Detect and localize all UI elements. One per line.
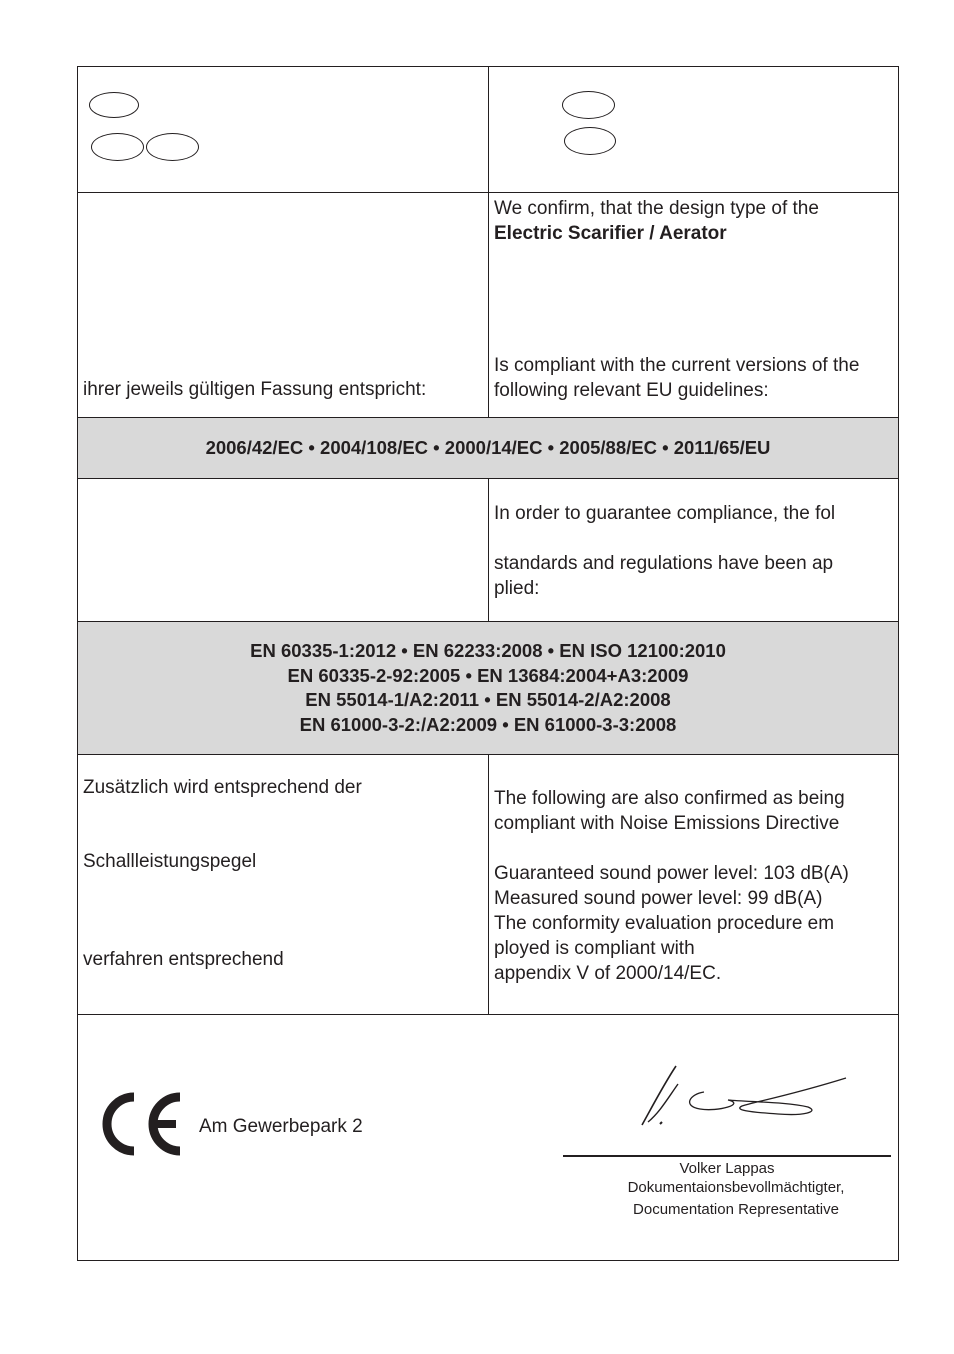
noise-left-line1: Zusätzlich wird entsprechend der	[83, 777, 362, 798]
signer-title-de: Dokumentaionsbevollmächtigter,	[627, 1179, 845, 1196]
company-address: Am Gewerbepark 2	[199, 1116, 363, 1137]
standards-intro-line3: plied:	[494, 578, 540, 599]
noise-right-line2: compliant with Noise Emissions Directive	[494, 813, 840, 834]
signer-name: Volker Lappas	[679, 1160, 775, 1177]
measured-sound-level: Measured sound power level: 99 dB(A)	[494, 888, 823, 909]
column-divider	[488, 754, 489, 1014]
language-oval-left-2	[91, 133, 144, 161]
column-divider	[488, 478, 489, 621]
noise-right-line5: The conformity evaluation procedure em	[494, 913, 835, 934]
directives-list: 2006/42/EC • 2004/108/EC • 2000/14/EC • 2005/88/EC • 2011/65/EU	[205, 437, 771, 458]
product-name: Electric Scarifier / Aerator	[494, 223, 727, 244]
standard-line-2: EN 60335-2-92:2005 • EN 13684:2004+A3:2009	[287, 664, 689, 686]
language-oval-left-1	[89, 92, 139, 118]
confirm-right-line3: Is compliant with the current versions of the	[494, 355, 860, 376]
guaranteed-sound-level: Guaranteed sound power level: 103 dB(A)	[494, 863, 849, 884]
noise-right-line1: The following are also confirmed as being	[494, 788, 845, 809]
standard-line-3: EN 55014-1/A2:2011 • EN 55014-2/A2:2008	[305, 689, 671, 710]
standards-intro-line2: standards and regulations have been ap	[494, 553, 834, 574]
noise-left-line2: Schallleistungspegel	[83, 851, 257, 872]
declaration-frame	[77, 66, 899, 1261]
noise-left-line3: verfahren entsprechend	[83, 949, 284, 970]
row-divider	[78, 1014, 898, 1015]
signer-title-en: Documentation Representative	[633, 1201, 839, 1218]
standards-band	[78, 622, 898, 754]
noise-right-line6: ployed is compliant with	[494, 938, 695, 959]
standards-intro-line1: In order to guarantee compliance, the fol	[494, 503, 836, 524]
column-divider	[488, 67, 489, 417]
signature-line	[563, 1155, 891, 1157]
confirm-left-text: ihrer jeweils gültigen Fassung entspricht:	[83, 379, 427, 400]
language-oval-right-2	[564, 127, 616, 155]
standard-line-1: EN 60335-1:2012 • EN 62233:2008 • EN ISO 12100:2010	[250, 640, 726, 661]
standard-line-4: EN 61000-3-2:/A2:2009 • EN 61000-3-3:2008	[299, 713, 677, 735]
noise-right-line7: appendix V of 2000/14/EC.	[494, 963, 722, 984]
language-oval-left-3	[146, 133, 199, 161]
confirm-right-line1: We confirm, that the design type of the	[494, 198, 819, 219]
signature-image	[638, 1062, 853, 1132]
language-oval-right-1	[562, 91, 615, 119]
ce-mark-logo	[98, 1091, 184, 1157]
directives-band	[78, 418, 898, 478]
confirm-right-line4: following relevant EU guidelines:	[494, 380, 769, 401]
